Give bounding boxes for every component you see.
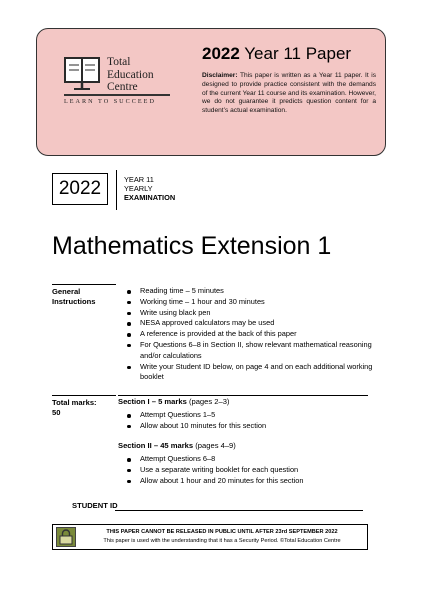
subject-title: Mathematics Extension 1: [52, 232, 332, 260]
list-item: Working time – 1 hour and 30 minutes: [118, 297, 378, 308]
paper-year: 2022: [202, 44, 240, 63]
exam-year-box: 2022: [52, 173, 108, 205]
instructions-list: [118, 286, 378, 383]
disclaimer-label: Disclaimer:: [202, 72, 238, 79]
list-item: Write using black pen: [118, 308, 378, 319]
total-marks-label: Total marks: 50: [52, 398, 97, 417]
list-item: Attempt Questions 6–8: [118, 454, 368, 465]
open-book-icon: [62, 56, 102, 90]
disclaimer-text: This paper is written as a Year 11 paper. It is designed to provide practice consistent with the demands of the current Year 11 course and its examination. However, we do not guarantee it predicts question content for a student’s actual examination.: [202, 72, 376, 115]
security-period-text: This paper is used with the understanding that it has a Security Period. ©Total Education Centre: [103, 538, 341, 544]
list-item: For Questions 6–8 in Section II, show relevant mathematical reasoning and/or calculations: [118, 340, 378, 362]
logo-rule: [64, 94, 170, 96]
list-item: Write your Student ID below, on page 4 and on each additional working booklet: [118, 362, 378, 384]
student-id-label: STUDENT ID: [72, 501, 118, 510]
disclaimer: [202, 72, 376, 116]
marks-rule-right: [118, 395, 368, 396]
paper-title: [202, 44, 351, 64]
section-2-heading: Section II – 45 marks (pages 4–9): [118, 441, 236, 450]
security-icon: [56, 527, 76, 547]
marks-rule-left: [52, 395, 116, 396]
list-item: Use a separate writing booklet for each question: [118, 465, 368, 476]
section-2-list: [118, 454, 368, 486]
security-notice: THIS PAPER CANNOT BE RELEASED IN PUBLIC UNTIL AFTER 23rd SEPTEMBER 2022: [106, 529, 338, 535]
exam-label: YEAR 11 YEARLY EXAMINATION: [124, 175, 176, 202]
list-item: Reading time – 5 minutes: [118, 286, 378, 297]
year-divider: [116, 170, 117, 210]
instructions-rule: [52, 284, 116, 285]
list-item: Attempt Questions 1–5: [118, 410, 368, 421]
logo-tagline: LEARN TO SUCCEED: [64, 98, 156, 105]
student-id-line[interactable]: [115, 510, 363, 511]
list-item: NESA approved calculators may be used: [118, 318, 378, 329]
instructions-label: General Instructions: [52, 287, 96, 306]
list-item: A reference is provided at the back of this paper: [118, 329, 378, 340]
total-marks-value: 50: [52, 407, 61, 417]
list-item: Allow about 1 hour and 20 minutes for this section: [118, 476, 368, 487]
logo-wordmark: Total Education Centre: [107, 56, 154, 93]
paper-title-text: Year 11 Paper: [244, 44, 352, 63]
section-1-heading: Section I – 5 marks (pages 2–3): [118, 397, 230, 406]
logo: [62, 54, 202, 110]
security-footer: [52, 524, 368, 550]
list-item: Allow about 10 minutes for this section: [118, 421, 368, 432]
section-1-list: [118, 410, 368, 432]
